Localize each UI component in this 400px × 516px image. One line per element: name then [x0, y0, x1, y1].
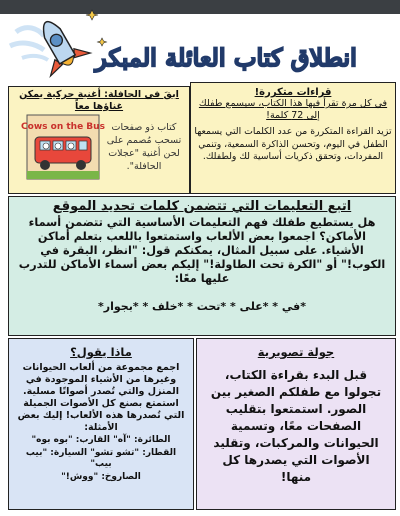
repeated-reading-heading: قراءات متكررة! [254, 87, 332, 98]
picture-walk-heading: جولة تصويرية [257, 345, 335, 359]
sounds-section [8, 338, 194, 510]
sound-example: القطار: "تشو تشو" السيارة: "بيب بيب" [25, 447, 177, 469]
sound-example: الطائرة: "آه" القارب: "بوه بوه" [31, 435, 171, 445]
bus-song-body: كتاب ذو صفحات تسحب مُصمم على لحن أغنية "عجلات الحافلة". [106, 122, 182, 172]
picture-walk-body: قبل البدء بقراءة الكتاب، تجولوا مع طفلكم الصغير بين الصور. استمتعوا بتقليب الصفحات معًا، وتسمية الحيوانات والمركبات، وتقليد الأصوات التي يصدرها كل منها! [210, 368, 382, 484]
repeated-reading-body: تزيد القراءة المتكررة من عدد الكلمات التي يسمعها الطفل في اليوم، وتحسن الذاكرة السمعية، وتنمي المفردات، وتحقق ذكريات أساسية لك ولطفلك. [194, 126, 392, 162]
sounds-body [9, 362, 193, 483]
picture-walk-section [196, 338, 396, 510]
sounds-intro: اجمع مجموعة من ألعاب الحيوانات وغيرها من الأشياء الموجودة في المنزل والتي تُصدر أصواتًا مسلية. استمتع بصنع كل الأصوات الجميلة التي تُصدرها هذه الألعاب! إليك بعض الأمثلة: [17, 362, 185, 433]
directions-section [8, 196, 396, 336]
bus-song-section [8, 86, 190, 194]
book-cover-title: Cows on the Bus [21, 122, 105, 132]
page-title: انطلاق كتاب العائلة المبكر [95, 43, 357, 72]
sounds-heading: ماذا يقول؟ [70, 345, 132, 359]
position-words: *في * *على * *تحت * *خلف * *بجوار* [98, 300, 306, 313]
book-cover-image [21, 113, 105, 181]
directions-heading: اتبع التعليمات التي تتضمن كلمات تحديد الموقع [52, 199, 352, 214]
bus-song-heading: ابقَ في الحافلة: أغنية حركية يمكن غناؤها معاً [19, 89, 179, 112]
directions-body: هل يستطيع طفلك فهم التعليمات الأساسية التي تتضمن أسماء الأماكن؟ اجمعوا بعض الألعاب واستمتعوا باللعب بتعلم أماكن الأشياء. على سبيل المثال، يمكنكم قول: "انظر، البقرة في الكوب!" أو "الكرة تحت الطاولة!" إليكم بعض أسماء الأماكن للتدرب عليها معًا: [18, 216, 386, 285]
repeated-reading-section [190, 82, 396, 194]
repeated-reading-subheading: في كل مرة تقرأ فيها هذا الكتاب، سيسمع طفلك إلى 72 كلمة! [198, 98, 388, 121]
sound-example: الصاروخ: "ووش!" [61, 471, 141, 482]
